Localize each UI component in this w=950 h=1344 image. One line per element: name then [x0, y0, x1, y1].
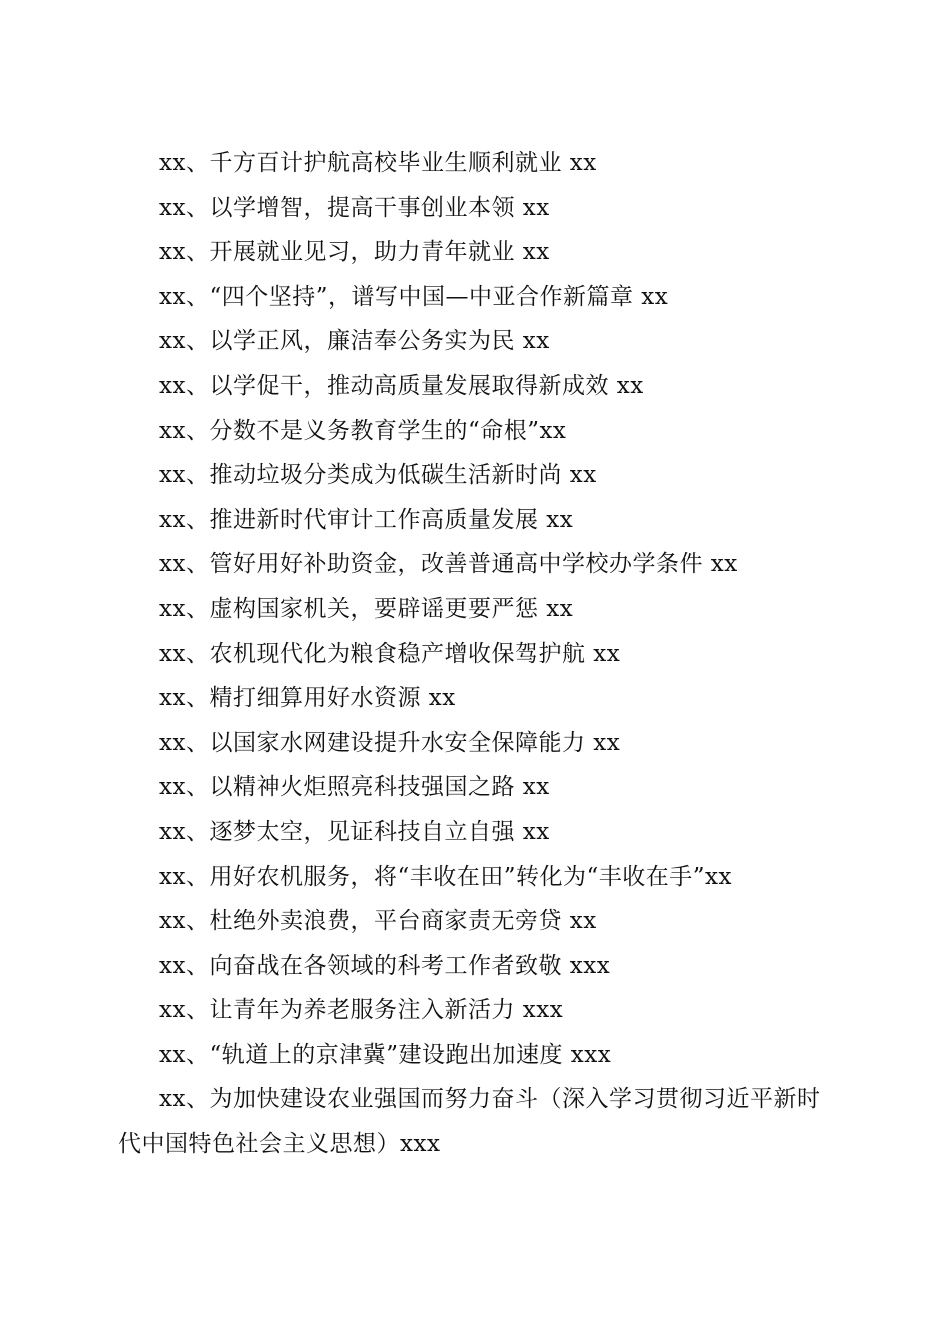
list-item: xx、千方百计护航高校毕业生顺利就业 xx: [159, 150, 597, 176]
list-item: xx、精打细算用好水资源 xx: [159, 685, 456, 712]
list-item: xx、以学促干，推动高质量发展取得新成效 xx: [159, 372, 644, 399]
list-item: xx、杜绝外卖浪费，平台商家责无旁贷 xx: [159, 908, 597, 935]
list-item: xx、逐梦太空，见证科技自立自强 xx: [159, 818, 550, 845]
list-item: xx、农机现代化为粮食稳产增收保驾护航 xx: [159, 640, 621, 667]
list-item: xx、用好农机服务，将“丰收在田”转化为“丰收在手”xx: [159, 863, 732, 890]
list-item: xx、开展就业见习，助力青年就业 xx: [159, 239, 550, 266]
list-item: xx、以学增智，提高干事创业本领 xx: [159, 194, 550, 221]
list-item: xx、让青年为养老服务注入新活力 xxx: [159, 997, 564, 1024]
list-item: xx、向奋战在各领域的科考工作者致敬 xxx: [159, 952, 611, 979]
list-item: xx、虚构国家机关，要辟谣更要严惩 xx: [159, 595, 574, 622]
list-item: xx、分数不是义务教育学生的“命根”xx: [159, 417, 567, 444]
list-item: xx、“轨道上的京津冀”建设跑出加速度 xxx: [159, 1041, 612, 1068]
list-item: xx、以国家水网建设提升水安全保障能力 xx: [159, 729, 621, 756]
list-item: xx、以精神火炬照亮科技强国之路 xx: [159, 774, 550, 801]
article-list: [118, 141, 830, 1167]
list-item: xx、管好用好补助资金，改善普通高中学校办学条件 xx: [159, 551, 738, 578]
list-item-wrapped: xx、为加快建设农业强国而努力奋斗（深入学习贯彻习近平新时代中国特色社会主义思想）xxx: [118, 1086, 821, 1158]
list-item: xx、以学正风，廉洁奉公务实为民 xx: [159, 328, 550, 355]
list-item: xx、“四个坚持”，谱写中国—中亚合作新篇章 xx: [159, 283, 669, 310]
list-item: xx、推进新时代审计工作高质量发展 xx: [159, 506, 574, 533]
list-item: xx、推动垃圾分类成为低碳生活新时尚 xx: [159, 462, 597, 489]
